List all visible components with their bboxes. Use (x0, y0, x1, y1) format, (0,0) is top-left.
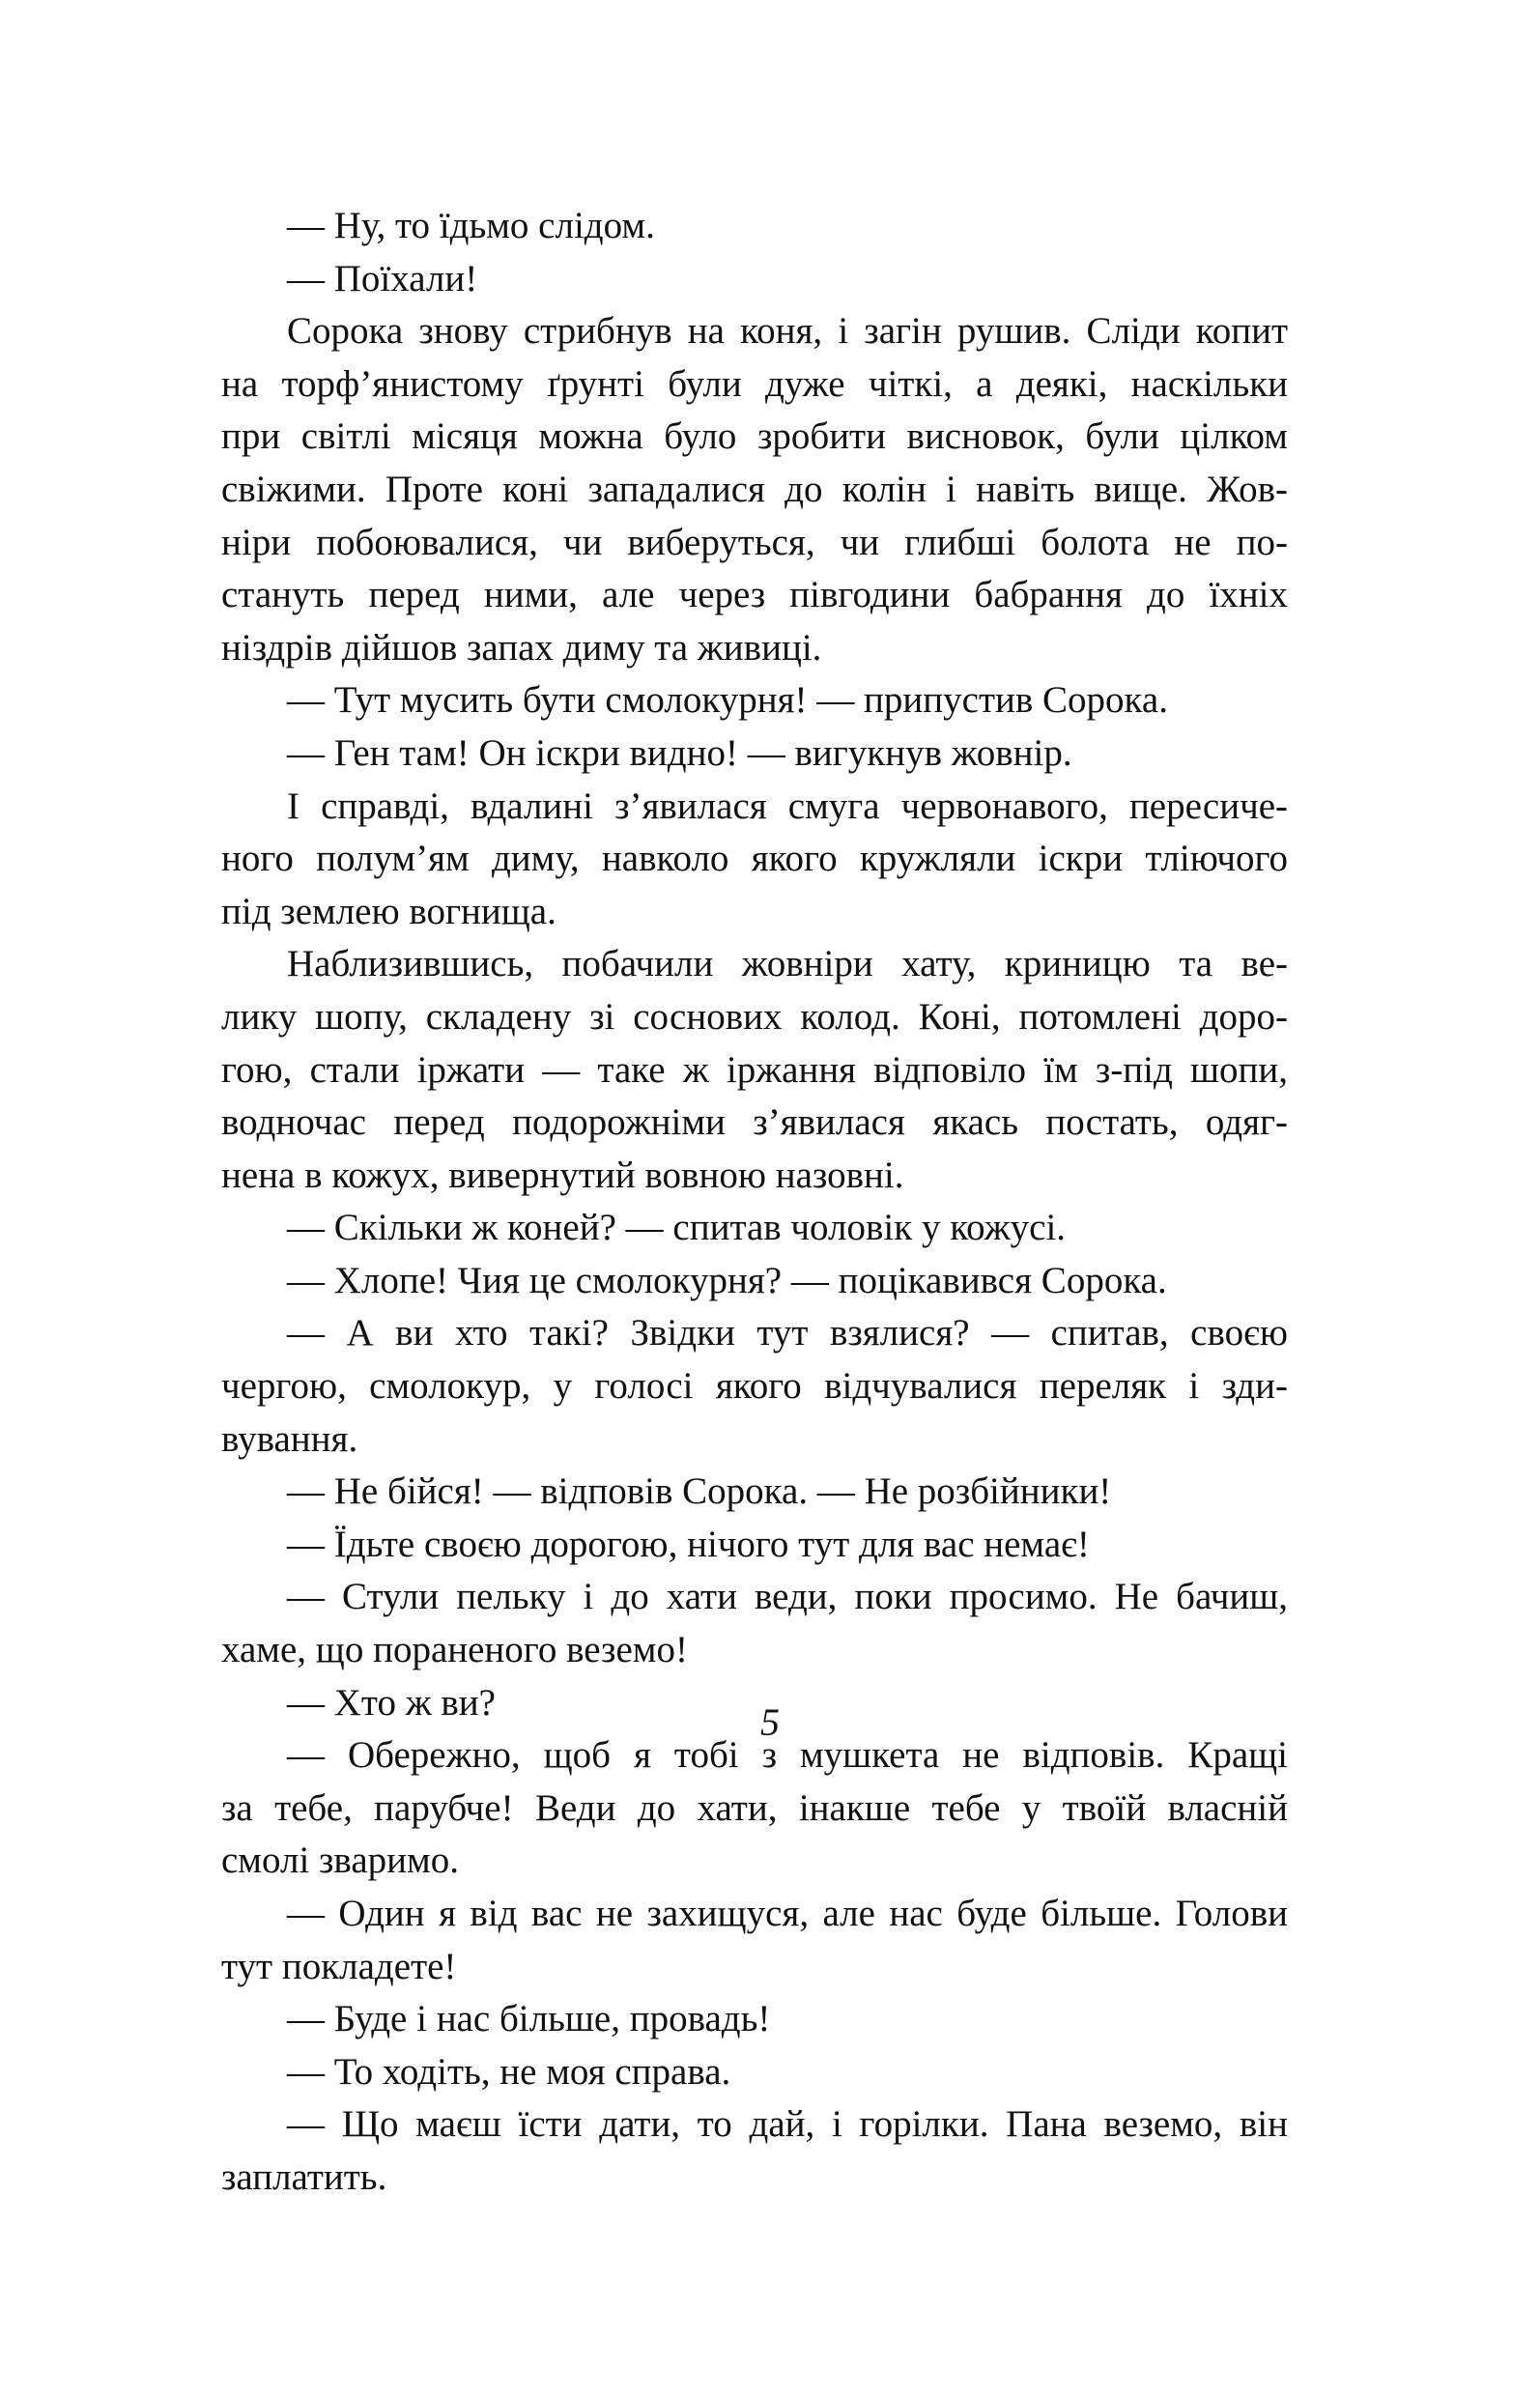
text-line: — Їдьте своєю дорогою, нічого тут для вас немає! (287, 1523, 1090, 1565)
text-line: — Що маєш їсти дати, то дай, і горілки. Пана веземо, він (287, 2103, 1288, 2146)
text-line: водночас перед подорожніми з’явилася якась постать, одяг- (221, 1101, 1288, 1144)
text-line: — Ген там! Он іскри видно! — вигукнув жовнір. (287, 731, 1072, 774)
text-line: стануть перед ними, але через півгодини бабрання до їхніх (221, 574, 1288, 616)
text-line: на торф’янистому ґрунті були дуже чіткі, а деякі, наскільки (221, 362, 1288, 405)
text-line: Наблизившись, побачили жовніри хату, криницю та ве- (287, 943, 1288, 985)
text-line: за тебе, парубче! Веди до хати, інакше тебе у твоїй власній (221, 1786, 1288, 1829)
text-line: нена в кожух, вивернутий вовною назовні. (221, 1154, 904, 1196)
text-line: — А ви хто такі? Звідки тут взялися? — спитав, своєю (287, 1312, 1288, 1355)
text-line: — Обережно, щоб я тобі з мушкета не відповів. Кращі (287, 1734, 1288, 1777)
text-line: свіжими. Проте коні западалися до колін і навіть вище. Жов- (221, 468, 1288, 510)
text-line: — Ну, то їдьмо слідом. (287, 205, 655, 246)
text-line: вування. (221, 1417, 358, 1460)
text-line: Сорока знову стрибнув на коня, і загін рушив. Сліди копит (287, 310, 1288, 353)
text-line: — Стули пельку і до хати веди, поки просимо. Не бачиш, (287, 1576, 1288, 1618)
text-line: — Не бійся! — відповів Сорока. — Не розбійники! (287, 1470, 1112, 1513)
text-line: лику шопу, складену зі соснових колод. Коні, потомлені доро- (221, 995, 1288, 1038)
text-line: — Поїхали! (287, 257, 478, 300)
text-line: І справді, вдалині з’явилася смуга червонавого, пересиче- (287, 784, 1288, 827)
text-line: ного полум’ям диму, навколо якого кружляли іскри тліючого (221, 838, 1288, 880)
text-line: ніри побоювалися, чи виберуться, чи глибші болота не по- (221, 521, 1288, 563)
text-line: — Хто ж ви? (287, 1681, 496, 1724)
text-line: заплатить. (221, 2155, 387, 2198)
text-line: тут покладете! (221, 1945, 457, 1987)
text-line: смолі зваримо. (221, 1840, 459, 1882)
text-line: гою, стали іржати — таке ж іржання відповіло їм з-під шопи, (221, 1048, 1288, 1091)
text-line: — Буде і нас більше, провадь! (287, 1998, 771, 2040)
text-line: — Скільки ж коней? — спитав чоловік у кожусі. (287, 1207, 1067, 1249)
page-number: 5 (760, 1700, 780, 1744)
text-line: чергою, смолокур, у голосі якого відчувалися переляк і зди- (221, 1365, 1288, 1408)
text-line: ніздрів дійшов запах диму та живиці. (221, 626, 822, 669)
text-line: — Хлопе! Чия це смолокурня? — поцікавився Сорока. (287, 1259, 1167, 1301)
body-text (221, 200, 1288, 2205)
text-line: при світлі місяця можна було зробити висновок, були цілком (221, 415, 1288, 458)
text-line: — Тут мусить бути смолокурня! — припустив Сорока. (287, 679, 1168, 722)
text-line: під землею вогнища. (221, 890, 556, 932)
text-line: — То ходіть, не моя справа. (287, 2050, 731, 2093)
text-line: — Один я від вас не захищуся, але нас буде більше. Голови (287, 1893, 1288, 1934)
text-line: хаме, що пораненого веземо! (221, 1629, 688, 1671)
